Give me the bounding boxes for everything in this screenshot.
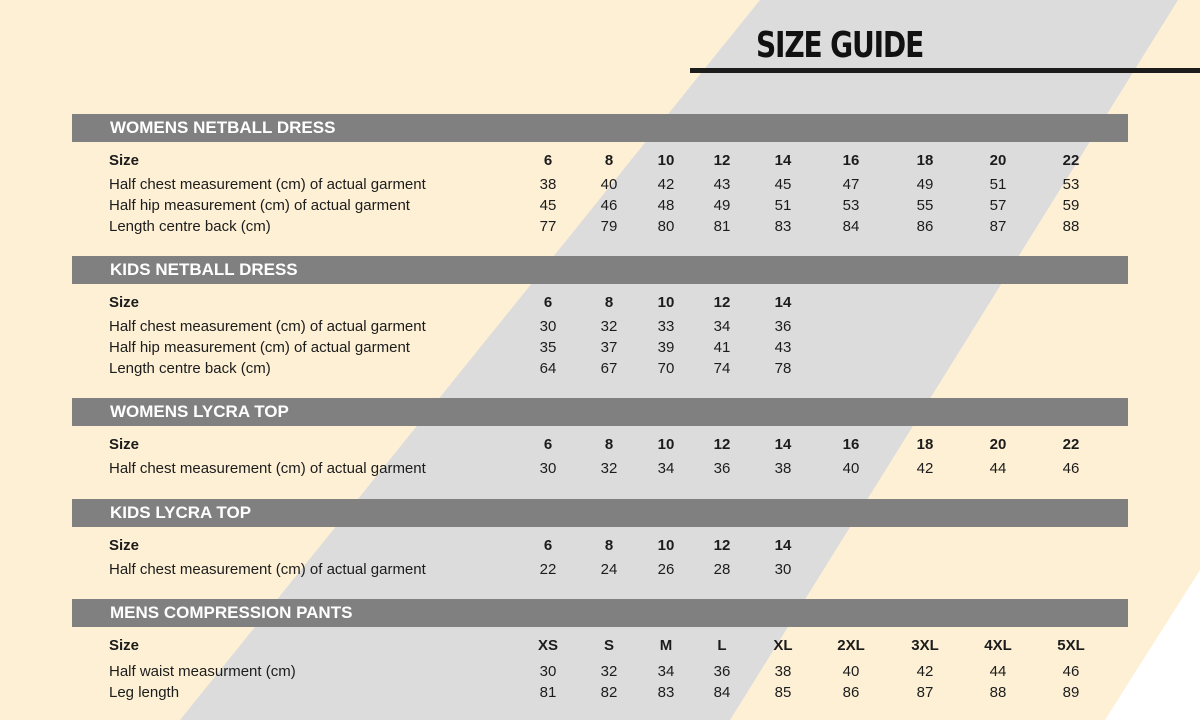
measurement-value: 79: [600, 218, 618, 235]
measurement-value: 34: [713, 318, 731, 335]
measurement-value: 46: [1062, 460, 1080, 477]
measurement-value: 47: [842, 176, 860, 193]
measurement-value: 32: [600, 663, 618, 680]
measurement-value: 51: [774, 197, 792, 214]
measurement-label: Half chest measurement (cm) of actual garment: [109, 318, 426, 335]
measurement-value: 39: [657, 339, 675, 356]
measurement-label: Half waist measurment (cm): [109, 663, 296, 680]
page-title: SIZE GUIDE: [756, 25, 924, 66]
measurement-value: 32: [600, 318, 618, 335]
measurement-value: 84: [713, 684, 731, 701]
measurement-value: 44: [989, 663, 1007, 680]
size-column-header: 10: [657, 152, 675, 169]
measurement-value: 33: [657, 318, 675, 335]
measurement-value: 30: [539, 318, 557, 335]
size-column-header: 6: [543, 537, 553, 554]
section-header: KIDS LYCRA TOP: [72, 499, 1128, 527]
size-column-header: 6: [543, 436, 553, 453]
measurement-value: 78: [774, 360, 792, 377]
measurement-row: [0, 560, 1200, 580]
measurement-value: 42: [657, 176, 675, 193]
size-column-header: 6: [543, 152, 553, 169]
measurement-value: 28: [713, 561, 731, 578]
size-column-header: 12: [713, 537, 731, 554]
measurement-value: 34: [657, 460, 675, 477]
measurement-value: 53: [842, 197, 860, 214]
size-column-header: 12: [713, 294, 731, 311]
measurement-value: 22: [539, 561, 557, 578]
size-column-header: 8: [604, 152, 614, 169]
measurement-row: [0, 459, 1200, 479]
size-column-header: 20: [989, 152, 1007, 169]
measurement-value: 36: [774, 318, 792, 335]
size-header-row: [0, 293, 1200, 313]
size-header-row: [0, 151, 1200, 171]
size-column-header: 16: [842, 436, 860, 453]
measurement-value: 57: [989, 197, 1007, 214]
size-column-header: 6: [543, 294, 553, 311]
size-header-row: [0, 536, 1200, 556]
size-label: Size: [109, 637, 140, 654]
measurement-value: 32: [600, 460, 618, 477]
measurement-value: 36: [713, 460, 731, 477]
size-column-header: 8: [604, 294, 614, 311]
measurement-row: [0, 662, 1200, 682]
size-column-header: 8: [604, 537, 614, 554]
measurement-value: 59: [1062, 197, 1080, 214]
measurement-value: 40: [842, 460, 860, 477]
measurement-label: Leg length: [109, 684, 180, 701]
measurement-label: Half chest measurement (cm) of actual garment: [109, 176, 426, 193]
measurement-value: 46: [600, 197, 618, 214]
measurement-value: 82: [600, 684, 618, 701]
measurement-value: 88: [989, 684, 1007, 701]
measurement-value: 37: [600, 339, 618, 356]
measurement-value: 42: [916, 663, 934, 680]
size-column-header: 12: [713, 436, 731, 453]
measurement-value: 55: [916, 197, 934, 214]
section-header: KIDS NETBALL DRESS: [72, 256, 1128, 284]
title-underline: [690, 68, 1200, 73]
measurement-value: 88: [1062, 218, 1080, 235]
size-header-row: [0, 636, 1200, 656]
size-label: Size: [109, 152, 140, 169]
measurement-value: 53: [1062, 176, 1080, 193]
size-column-header: 8: [604, 436, 614, 453]
size-column-header: 4XL: [984, 637, 1012, 654]
measurement-value: 77: [539, 218, 557, 235]
measurement-value: 46: [1062, 663, 1080, 680]
measurement-label: Half chest measurement (cm) of actual garment: [109, 460, 426, 477]
section-header: WOMENS NETBALL DRESS: [72, 114, 1128, 142]
measurement-value: 67: [600, 360, 618, 377]
size-column-header: 14: [774, 436, 792, 453]
measurement-row: [0, 175, 1200, 195]
size-column-header: S: [603, 637, 614, 654]
measurement-value: 48: [657, 197, 675, 214]
measurement-row: [0, 683, 1200, 703]
measurement-value: 43: [713, 176, 731, 193]
size-column-header: 22: [1062, 152, 1080, 169]
measurement-value: 84: [842, 218, 860, 235]
size-column-header: 3XL: [911, 637, 939, 654]
measurement-value: 42: [916, 460, 934, 477]
measurement-value: 45: [539, 197, 557, 214]
size-column-header: L: [717, 637, 727, 654]
measurement-value: 41: [713, 339, 731, 356]
size-label: Size: [109, 294, 140, 311]
measurement-value: 35: [539, 339, 557, 356]
measurement-value: 64: [539, 360, 557, 377]
measurement-label: Half hip measurement (cm) of actual garment: [109, 197, 410, 214]
measurement-value: 83: [657, 684, 675, 701]
measurement-value: 49: [916, 176, 934, 193]
size-column-header: 2XL: [837, 637, 865, 654]
measurement-value: 26: [657, 561, 675, 578]
measurement-value: 83: [774, 218, 792, 235]
size-column-header: 18: [916, 436, 934, 453]
measurement-value: 44: [989, 460, 1007, 477]
measurement-row: [0, 217, 1200, 237]
measurement-row: [0, 317, 1200, 337]
section-header: MENS COMPRESSION PANTS: [72, 599, 1128, 627]
section-header: WOMENS LYCRA TOP: [72, 398, 1128, 426]
size-column-header: 16: [842, 152, 860, 169]
size-column-header: M: [659, 637, 673, 654]
measurement-row: [0, 338, 1200, 358]
size-column-header: 20: [989, 436, 1007, 453]
measurement-row: [0, 359, 1200, 379]
size-label: Size: [109, 537, 140, 554]
measurement-value: 49: [713, 197, 731, 214]
size-column-header: 14: [774, 294, 792, 311]
measurement-value: 81: [713, 218, 731, 235]
measurement-label: Half chest measurement (cm) of actual garment: [109, 561, 426, 578]
size-column-header: 14: [774, 152, 792, 169]
measurement-value: 36: [713, 663, 731, 680]
measurement-value: 30: [539, 460, 557, 477]
measurement-value: 30: [774, 561, 792, 578]
size-column-header: 18: [916, 152, 934, 169]
size-column-header: XS: [537, 637, 558, 654]
measurement-value: 38: [539, 176, 557, 193]
size-column-header: 10: [657, 537, 675, 554]
size-column-header: 10: [657, 294, 675, 311]
size-column-header: XL: [773, 637, 793, 654]
measurement-value: 43: [774, 339, 792, 356]
size-label: Size: [109, 436, 140, 453]
measurement-value: 86: [916, 218, 934, 235]
measurement-value: 86: [842, 684, 860, 701]
measurement-label: Length centre back (cm): [109, 218, 271, 235]
measurement-value: 87: [989, 218, 1007, 235]
size-column-header: 12: [713, 152, 731, 169]
measurement-label: Half hip measurement (cm) of actual garment: [109, 339, 410, 356]
measurement-value: 89: [1062, 684, 1080, 701]
measurement-row: [0, 196, 1200, 216]
measurement-value: 38: [774, 460, 792, 477]
measurement-value: 51: [989, 176, 1007, 193]
measurement-value: 87: [916, 684, 934, 701]
measurement-value: 81: [539, 684, 557, 701]
measurement-value: 34: [657, 663, 675, 680]
measurement-value: 40: [842, 663, 860, 680]
measurement-value: 80: [657, 218, 675, 235]
measurement-value: 30: [539, 663, 557, 680]
measurement-value: 85: [774, 684, 792, 701]
measurement-value: 38: [774, 663, 792, 680]
measurement-value: 40: [600, 176, 618, 193]
size-column-header: 5XL: [1057, 637, 1085, 654]
size-column-header: 10: [657, 436, 675, 453]
measurement-label: Length centre back (cm): [109, 360, 271, 377]
measurement-value: 24: [600, 561, 618, 578]
measurement-value: 70: [657, 360, 675, 377]
measurement-value: 45: [774, 176, 792, 193]
size-column-header: 22: [1062, 436, 1080, 453]
measurement-value: 74: [713, 360, 731, 377]
size-header-row: [0, 435, 1200, 455]
size-column-header: 14: [774, 537, 792, 554]
